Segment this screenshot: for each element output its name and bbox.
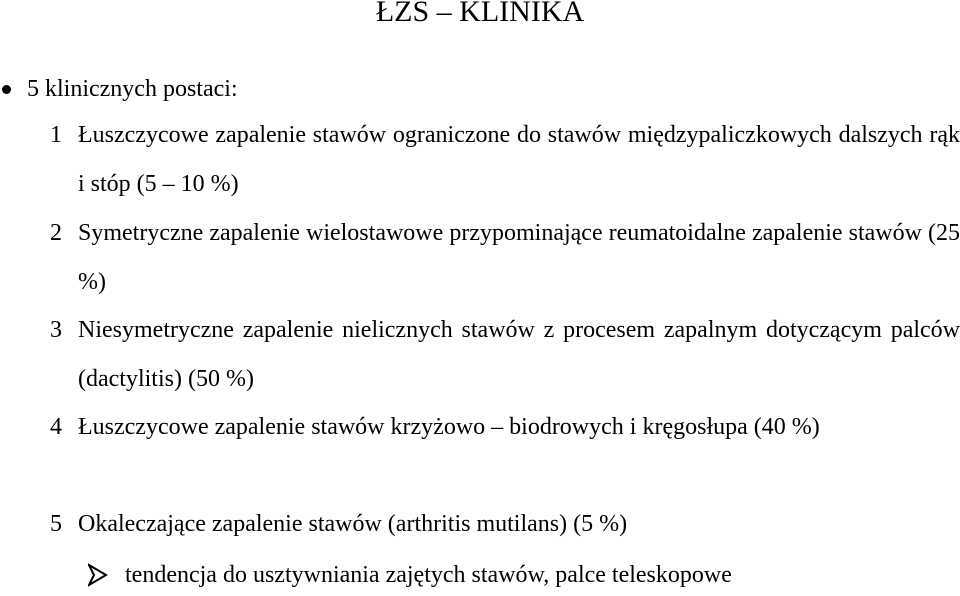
list-item-number: 5 xyxy=(50,511,62,537)
list-item-number: 1 xyxy=(50,122,62,148)
sub-item-text: tendencja do usztywniania zajętych stawów, palce teleskopowe xyxy=(125,562,732,588)
arrow-bullet-icon xyxy=(88,563,108,587)
list-item-1 xyxy=(50,111,960,208)
page-title: ŁZS – KLINIKA xyxy=(375,0,585,28)
list-item-2 xyxy=(50,209,960,306)
list-item-3 xyxy=(50,306,960,403)
list-item-number: 3 xyxy=(50,317,62,343)
bullet-dot-icon xyxy=(2,85,11,94)
list-item-number: 2 xyxy=(50,220,62,246)
list-item-text: Łuszczycowe zapalenie stawów krzyżowo – biodrowych i kręgosłupa (40 %) xyxy=(78,414,820,440)
bullet-heading-text: 5 klinicznych postaci: xyxy=(27,76,238,102)
list-item-text: Okaleczające zapalenie stawów (arthritis mutilans) (5 %) xyxy=(78,511,628,537)
list-item-text: Symetryczne zapalenie wielostawowe przypominające reumatoidalne zapalenie stawów (25 %) xyxy=(78,220,960,295)
list-item-5 xyxy=(50,500,960,549)
list-item-4 xyxy=(50,403,960,452)
list-item-number: 4 xyxy=(50,414,62,440)
list-item-text: Niesymetryczne zapalenie nielicznych stawów z procesem zapalnym dotyczącym palców (dactylitis) (50 %) xyxy=(78,317,960,392)
list-item-text: Łuszczycowe zapalenie stawów ograniczone do stawów międzypaliczkowych dalszych rąk i stóp (5 – 10 %) xyxy=(78,122,960,197)
